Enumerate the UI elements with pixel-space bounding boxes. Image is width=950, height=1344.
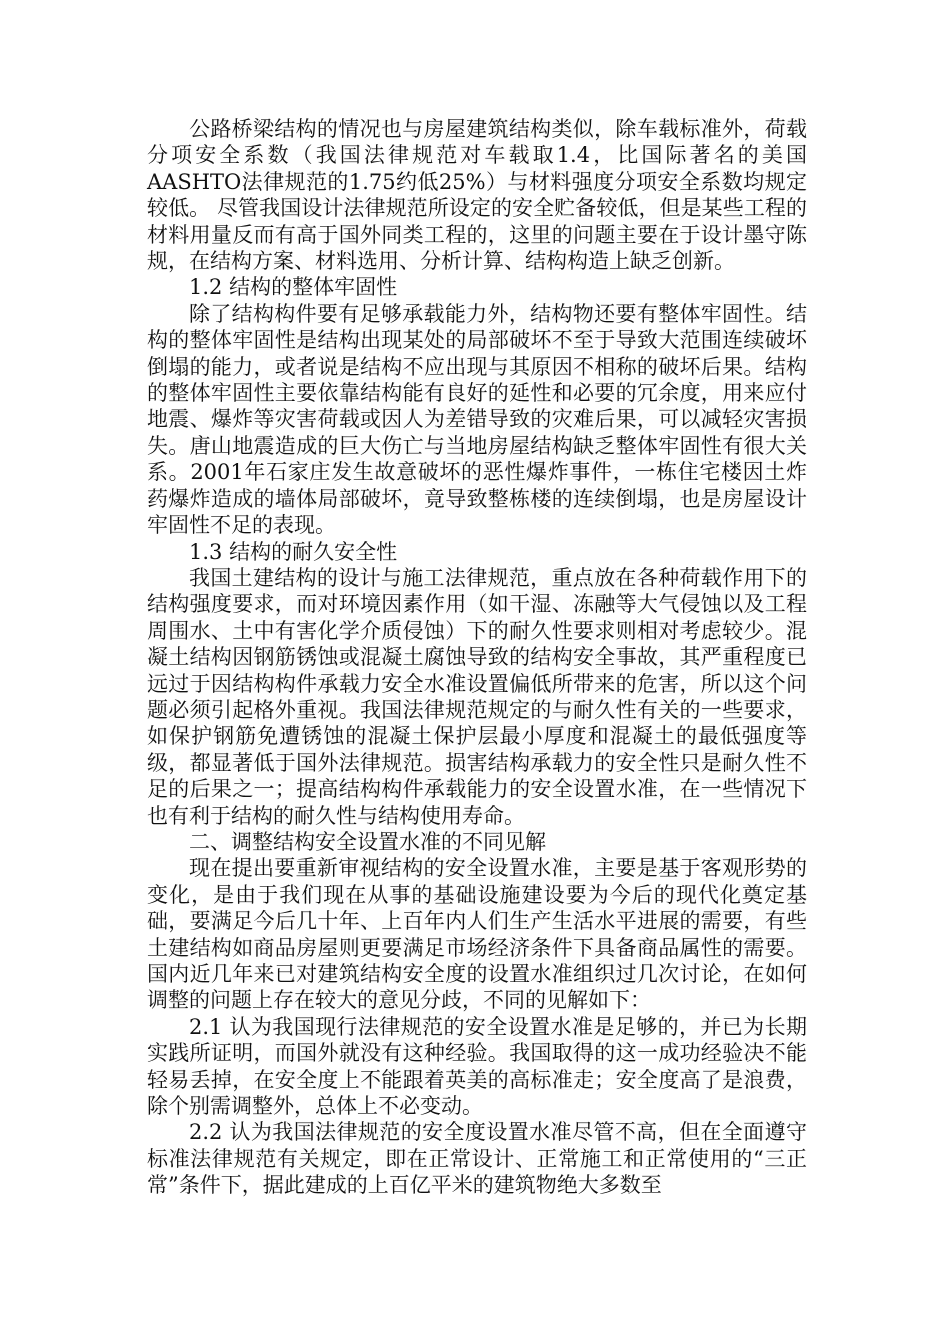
paragraph-different-views-intro: 现在提出要重新审视结构的安全设置水准，主要是基于客观形势的变化，是由于我们现在从事的基础设施建设要为今后的现代化奠定基础，要满足今后几十年、上百年内人们生产生活水平进展的需要，有些土建结构如商品房屋则更要满足市场经济条件下具备商品属性的需要。国内近几年来已对建筑结构安全度的设置水准组织过几次讨论，在如何调整的问题上存在较大的意见分歧，不同的见解如下： xyxy=(147,856,807,1013)
section-heading-1-2: 1.2 结构的整体牢固性 xyxy=(189,275,398,300)
paragraph-view-2-2: 2.2 认为我国法律规范的安全度设置水准尽管不高，但在全面遵守标准法律规范有关规定，即在正常设计、正常施工和正常使用的“三正常”条件下，据此建成的上百亿平米的建筑物绝大多数至 xyxy=(147,1120,807,1198)
paragraph-highway-bridge: 公路桥梁结构的情况也与房屋建筑结构类似，除车载标准外，荷载分项安全系数（我国法律规范对车载取1.4，比国际著名的美国AASHTO法律规范的1.75约低25%）与材料强度分项安全系数均规定较低。 尽管我国设计法律规范所设定的安全贮备较低，但是某些工程的材料用量反而有高于国外同类工程的，这里的问题主要在于设计墨守陈规，在结构方案、材料选用、分析计算、结构构造上缺乏创新。 xyxy=(147,117,807,274)
section-heading-2: 二、调整结构安全设置水准的不同见解 xyxy=(189,829,546,854)
document-body xyxy=(147,116,807,1199)
paragraph-durability-safety: 我国土建结构的设计与施工法律规范，重点放在各种荷载作用下的结构强度要求，而对环境因素作用（如干湿、冻融等大气侵蚀以及工程周围水、土中有害化学介质侵蚀）下的耐久性要求则相对考虑较少。混凝土结构因钢筋锈蚀或混凝土腐蚀导致的结构安全事故，其严重程度已远过于因结构构件承载力安全水准设置偏低所带来的危害，所以这个问题必须引起格外重视。我国法律规范规定的与耐久性有关的一些要求，如保护钢筋免遭锈蚀的混凝土保护层最小厚度和混凝土的最低强度等级，都显著低于国外法律规范。损害结构承载力的安全性只是耐久性不足的后果之一；提高结构构件承载能力的安全设置水准，在一些情况下也有利于结构的耐久性与结构使用寿命。 xyxy=(147,565,807,828)
paragraph-structural-robustness: 除了结构构件要有足够承载能力外，结构物还要有整体牢固性。结构的整体牢固性是结构出现某处的局部破坏不至于导致大范围连续破坏倒塌的能力，或者说是结构不应出现与其原因不相称的破坏后果。结构的整体牢固性主要依靠结构能有良好的延性和必要的冗余度，用来应付地震、爆炸等灾害荷载或因人为差错导致的灾难后果，可以减轻灾害损失。唐山地震造成的巨大伤亡与当地房屋结构缺乏整体牢固性有很大关系。2001年石家庄发生故意破坏的恶性爆炸事件，一栋住宅楼因土炸药爆炸造成的墙体局部破坏，竟导致整栋楼的连续倒塌，也是房屋设计牢固性不足的表现。 xyxy=(147,301,807,538)
section-heading-1-3: 1.3 结构的耐久安全性 xyxy=(189,539,398,564)
paragraph-view-2-1: 2.1 认为我国现行法律规范的安全设置水准是足够的，并已为长期实践所证明，而国外就没有这种经验。我国取得的这一成功经验决不能轻易丢掉，在安全度上不能跟着英美的高标准走；安全度高了是浪费，除个别需调整外，总体上不必变动。 xyxy=(147,1014,807,1119)
